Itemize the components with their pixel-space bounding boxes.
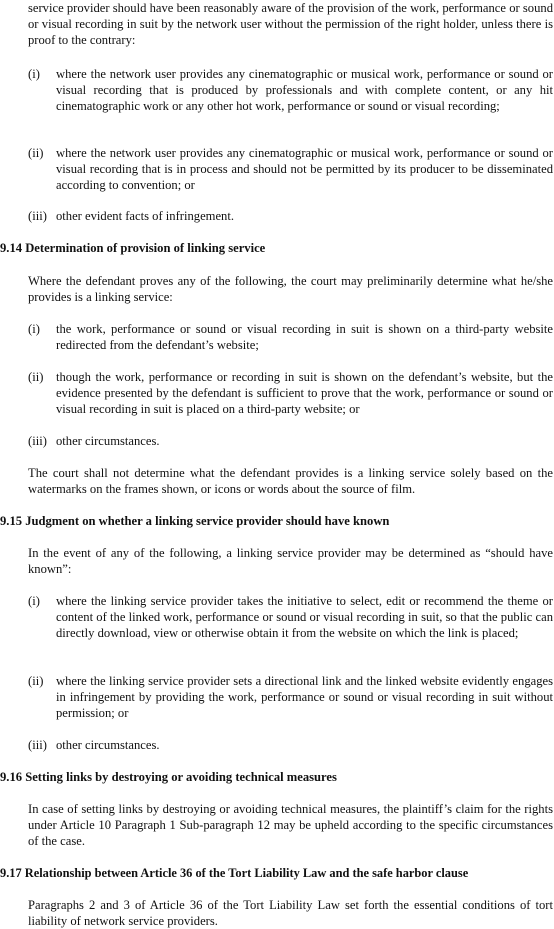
list-item-number: (i) bbox=[28, 322, 40, 336]
list-item-number: (iii) bbox=[28, 434, 47, 448]
list-item-number: (i) bbox=[28, 594, 40, 608]
section-intro: Where the defendant proves any of the following, the court may preliminarily determine what he/she provides is a linking service: bbox=[28, 274, 553, 304]
list-item bbox=[28, 321, 553, 353]
list-item bbox=[28, 66, 553, 114]
continuation-paragraph: service provider should have been reasonably aware of the provision of the work, performance or sound or visual recording in suit by the network user without the permission of the right holder, unless there is proof to the contrary: bbox=[28, 1, 553, 47]
list-item bbox=[28, 737, 553, 753]
list-item-number: (iii) bbox=[28, 209, 47, 223]
list-item-number: (ii) bbox=[28, 146, 44, 160]
list-item bbox=[28, 673, 553, 721]
list-item bbox=[28, 145, 553, 193]
list-item-text: though the work, performance or recording in suit is shown on the defendant’s website, but the evidence presented by the defendant is sufficient to prove that the work, performance or sound or visual recording in suit is placed on a third-party website; or bbox=[56, 370, 553, 416]
list-item-number: (iii) bbox=[28, 738, 47, 752]
section-closing: The court shall not determine what the defendant provides is a linking service solely based on the watermarks on the frames shown, or icons or words about the source of film. bbox=[28, 466, 553, 496]
list-item-text: where the linking service provider takes the initiative to select, edit or recommend the theme or content of the linked work, performance or sound or visual recording in suit, so that the public can directly download, view or otherwise obtain it from the website on which the link is placed; bbox=[56, 594, 553, 640]
section-heading-9-14: 9.14 Determination of provision of linking service bbox=[0, 241, 266, 255]
list-item-text: where the network user provides any cinematographic or musical work, performance or sound or visual recording that is in process and should not be permitted by its producer to be disseminated according to convention; or bbox=[56, 146, 553, 192]
section-heading-9-15: 9.15 Judgment on whether a linking service provider should have known bbox=[0, 514, 390, 528]
list-item-text: where the network user provides any cinematographic or musical work, performance or sound or visual recording that is produced by professionals and with complete content, or any hit cinematographic work or any other hot work, performance or sound or visual recording; bbox=[56, 67, 553, 113]
list-item-text: other evident facts of infringement. bbox=[56, 209, 234, 223]
list-item-number: (i) bbox=[28, 67, 40, 81]
list-item bbox=[28, 369, 553, 417]
list-item-number: (ii) bbox=[28, 674, 44, 688]
section-intro: In the event of any of the following, a linking service provider may be determined as “should have known”: bbox=[28, 546, 553, 576]
list-item-text: where the linking service provider sets a directional link and the linked website evidently engages in infringement by providing the work, performance or sound or visual recording in suit without permission; or bbox=[56, 674, 553, 720]
list-item-text: other circumstances. bbox=[56, 738, 160, 752]
list-item-text: other circumstances. bbox=[56, 434, 160, 448]
section-body: Paragraphs 2 and 3 of Article 36 of the Tort Liability Law set forth the essential conditions of tort liability of network service providers. bbox=[28, 898, 553, 928]
list-item bbox=[28, 593, 553, 641]
list-item bbox=[28, 208, 553, 224]
section-heading-9-17: 9.17 Relationship between Article 36 of the Tort Liability Law and the safe harbor clause bbox=[0, 866, 469, 880]
section-heading-9-16: 9.16 Setting links by destroying or avoiding technical measures bbox=[0, 770, 337, 784]
list-item bbox=[28, 433, 553, 449]
list-item-text: the work, performance or sound or visual recording in suit is shown on a third-party website redirected from the defendant’s website; bbox=[56, 322, 553, 352]
section-body: In case of setting links by destroying or avoiding technical measures, the plaintiff’s claim for the rights under Article 10 Paragraph 1 Sub-paragraph 12 may be upheld according to the specific circumstances of the case. bbox=[28, 802, 553, 848]
list-item-number: (ii) bbox=[28, 370, 44, 384]
